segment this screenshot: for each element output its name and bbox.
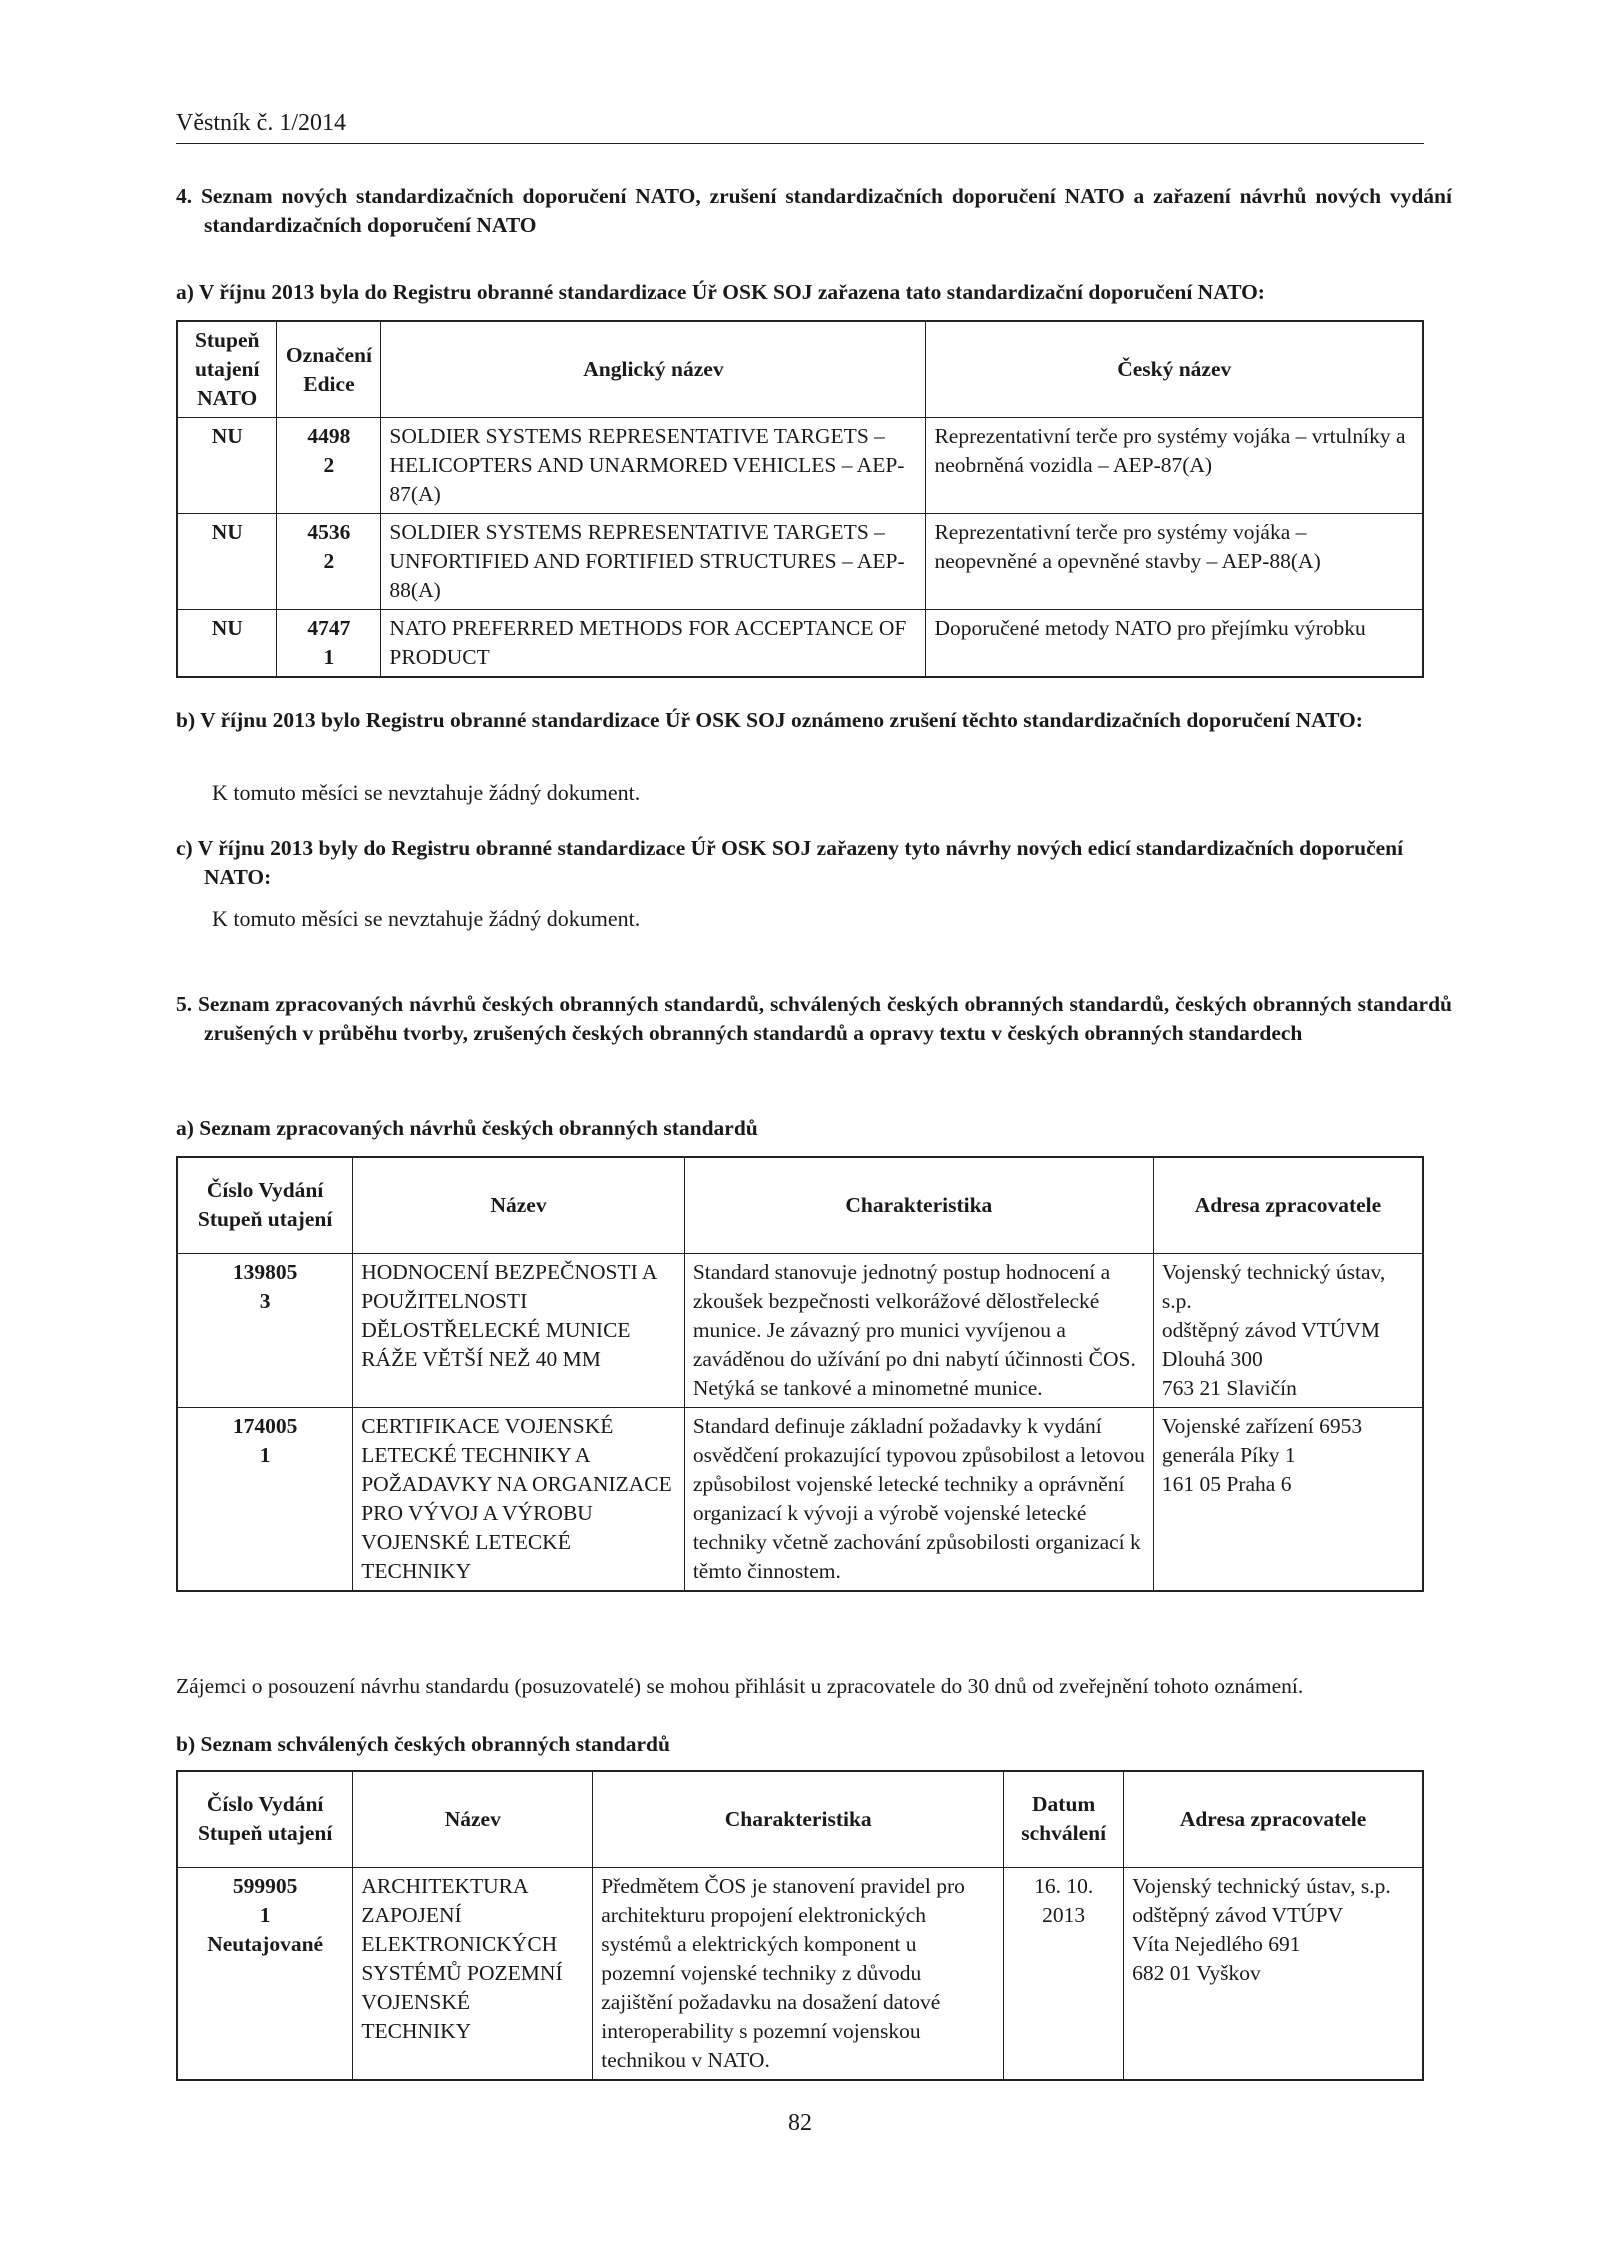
description-cell: Předmětem ČOS je stanovení pravidel pro architekturu propojení elektronických systémů a elektrických komponent u pozemní vojenské techniky z důvodu zajištění požadavku na dosažení datové interoperability s pozemní vojenskou technikou v NATO. [593, 1867, 1004, 2080]
col-header-number: Číslo Vydání Stupeň utajení [177, 1157, 353, 1253]
name-cell: ARCHITEKTURA ZAPOJENÍ ELEKTRONICKÝCH SYSTÉMŮ POZEMNÍ VOJENSKÉ TECHNIKY [353, 1867, 593, 2080]
table-row [177, 610, 1423, 678]
section-4c-note: K tomuto měsíci se nevztahuje žádný dokument. [212, 906, 641, 931]
col-header-english: Anglický název [381, 321, 926, 418]
stanag-number: 4498 [307, 424, 351, 448]
col-header-description: Charakteristika [593, 1771, 1004, 1867]
address-line: 161 05 Praha 6 [1161, 1471, 1292, 1496]
section-4b-heading: b) V říjnu 2013 bylo Registru obranné standardizace Úř OSK SOJ oznámeno zrušení těchto standardizačních doporučení NATO: [176, 708, 1363, 732]
col-header-date: Datum schválení [1004, 1771, 1124, 1867]
address-line: Víta Nejedlého 691 [1132, 1931, 1301, 1956]
number-cell [177, 1253, 353, 1407]
table-row [177, 1253, 1423, 1407]
section-5a-heading: a) Seznam zpracovaných návrhů českých obranných standardů [176, 1116, 758, 1140]
level-cell: NU [177, 610, 277, 678]
standard-number: 139805 [232, 1259, 298, 1284]
description-cell: Standard stanovuje jednotný postup hodnocení a zkoušek bezpečnosti velkorážové dělostřelecké munice. Je závazný pro munici vyvíjenou a zaváděnou do užívání po dni nabytí účinnosti ČOS. Netýká se tankové a minometné munice. [684, 1253, 1153, 1407]
edition-number: 1 [323, 645, 335, 669]
address-line: Vojenský technický ústav, s.p. [1132, 1873, 1391, 1898]
edition-number: 2 [323, 453, 335, 477]
table-row [177, 514, 1423, 610]
col-header-level: Stupeň utajení NATO [177, 321, 277, 418]
description-cell: Standard definuje základní požadavky k vydání osvědčení prokazující typovou způsobilost a letovou způsobilost vojenské letecké techniky a oprávnění organizací k vývoji a výrobě vojenské letecké techniky včetně zachování způsobilosti organizací k těmto činnostem. [684, 1407, 1153, 1591]
number-cell [177, 1867, 353, 2080]
col-header-name: Název [353, 1157, 685, 1253]
level-cell: NU [177, 418, 277, 514]
czech-title-cell: Reprezentativní terče pro systémy vojáka – neopevněné a opevněné stavby – AEP-88(A) [926, 514, 1423, 610]
address-line: Vojenské zařízení 6953 [1161, 1413, 1363, 1438]
section-4a-heading: a) V říjnu 2013 byla do Registru obranné standardizace Úř OSK SOJ zařazena tato standardizační doporučení NATO: [176, 280, 1265, 304]
address-line: odštěpný závod VTÚPV [1132, 1902, 1344, 1927]
page-number: 82 [788, 2110, 812, 2136]
address-cell [1153, 1253, 1423, 1407]
stanag-number: 4747 [307, 616, 351, 640]
section-4b-note: K tomuto měsíci se nevztahuje žádný dokument. [212, 780, 641, 805]
running-header: Věstník č. 1/2014 [176, 110, 1424, 144]
section-4-heading: 4. Seznam nových standardizačních doporučení NATO, zrušení standardizačních doporučení NATO a zařazení návrhů nových vydání standardizačních doporučení NATO [176, 184, 1452, 237]
czech-title-cell: Doporučené metody NATO pro přejímku výrobku [926, 610, 1423, 678]
english-title-cell: SOLDIER SYSTEMS REPRESENTATIVE TARGETS – HELICOPTERS AND UNARMORED VEHICLES – AEP-87(A) [381, 418, 926, 514]
english-title-cell: NATO PREFERRED METHODS FOR ACCEPTANCE OF PRODUCT [381, 610, 926, 678]
table-row [177, 1867, 1423, 2080]
edition-number: 1 [259, 1902, 271, 1927]
col-header-address: Adresa zpracovatele [1153, 1157, 1423, 1253]
col-header-name: Název [353, 1771, 593, 1867]
table-row [177, 418, 1423, 514]
address-cell [1124, 1867, 1423, 2080]
name-cell: CERTIFIKACE VOJENSKÉ LETECKÉ TECHNIKY A POŽADAVKY NA ORGANIZACE PRO VÝVOJ A VÝROBU VOJENSKÉ LETECKÉ TECHNIKY [353, 1407, 685, 1591]
number-cell [277, 514, 381, 610]
date-cell: 16. 10. 2013 [1004, 1867, 1124, 2080]
address-line: Dlouhá 300 [1161, 1346, 1263, 1371]
address-line: odštěpný závod VTÚVM [1161, 1317, 1381, 1342]
level-cell: NU [177, 514, 277, 610]
czech-title-cell: Reprezentativní terče pro systémy vojáka – vrtulníky a neobrněná vozidla – AEP-87(A) [926, 418, 1423, 514]
edition-number: 2 [323, 549, 335, 573]
edition-number: 1 [259, 1442, 271, 1467]
number-cell [177, 1407, 353, 1591]
address-line: 682 01 Vyškov [1132, 1960, 1261, 1985]
address-line: generála Píky 1 [1161, 1442, 1296, 1467]
english-title-cell: SOLDIER SYSTEMS REPRESENTATIVE TARGETS – UNFORTIFIED AND FORTIFIED STRUCTURES – AEP-88(A) [381, 514, 926, 610]
standard-number: 599905 [232, 1873, 298, 1898]
reviewer-note: Zájemci o posouzení návrhu standardu (posuzovatelé) se mohou přihlásit u zpracovatele do 30 dnů od zveřejnění tohoto oznámení. [176, 1674, 1304, 1698]
col-header-address: Adresa zpracovatele [1124, 1771, 1423, 1867]
section-5-heading: 5. Seznam zpracovaných návrhů českých obranných standardů, schválených českých obranných standardů, českých obranných standardů zrušených v průběhu tvorby, zrušených českých obranných standardů a opravy textu v českých obranných standardech [176, 992, 1452, 1045]
approved-standards-table [176, 1770, 1424, 2081]
col-header-number: Číslo Vydání Stupeň utajení [177, 1771, 353, 1867]
address-cell [1153, 1407, 1423, 1591]
col-header-number: Označení Edice [277, 321, 381, 418]
col-header-czech: Český název [926, 321, 1423, 418]
address-line: 763 21 Slavičín [1161, 1375, 1297, 1400]
classification: Neutajované [207, 1931, 324, 1956]
number-cell [277, 610, 381, 678]
section-5b-heading: b) Seznam schválených českých obranných standardů [176, 1732, 670, 1756]
address-line: Vojenský technický ústav, s.p. [1161, 1259, 1386, 1313]
col-header-description: Charakteristika [684, 1157, 1153, 1253]
table-row [177, 1407, 1423, 1591]
draft-standards-table [176, 1156, 1424, 1592]
section-4c-heading: c) V říjnu 2013 byly do Registru obranné standardizace Úř OSK SOJ zařazeny tyto návrhy nových edicí standardizačních doporučení NATO: [176, 836, 1404, 889]
stanag-number: 4536 [307, 520, 351, 544]
nato-standards-table [176, 320, 1424, 678]
name-cell: HODNOCENÍ BEZPEČNOSTI A POUŽITELNOSTI DĚLOSTŘELECKÉ MUNICE RÁŽE VĚTŠÍ NEŽ 40 MM [353, 1253, 685, 1407]
number-cell [277, 418, 381, 514]
edition-number: 3 [259, 1288, 271, 1313]
standard-number: 174005 [232, 1413, 298, 1438]
